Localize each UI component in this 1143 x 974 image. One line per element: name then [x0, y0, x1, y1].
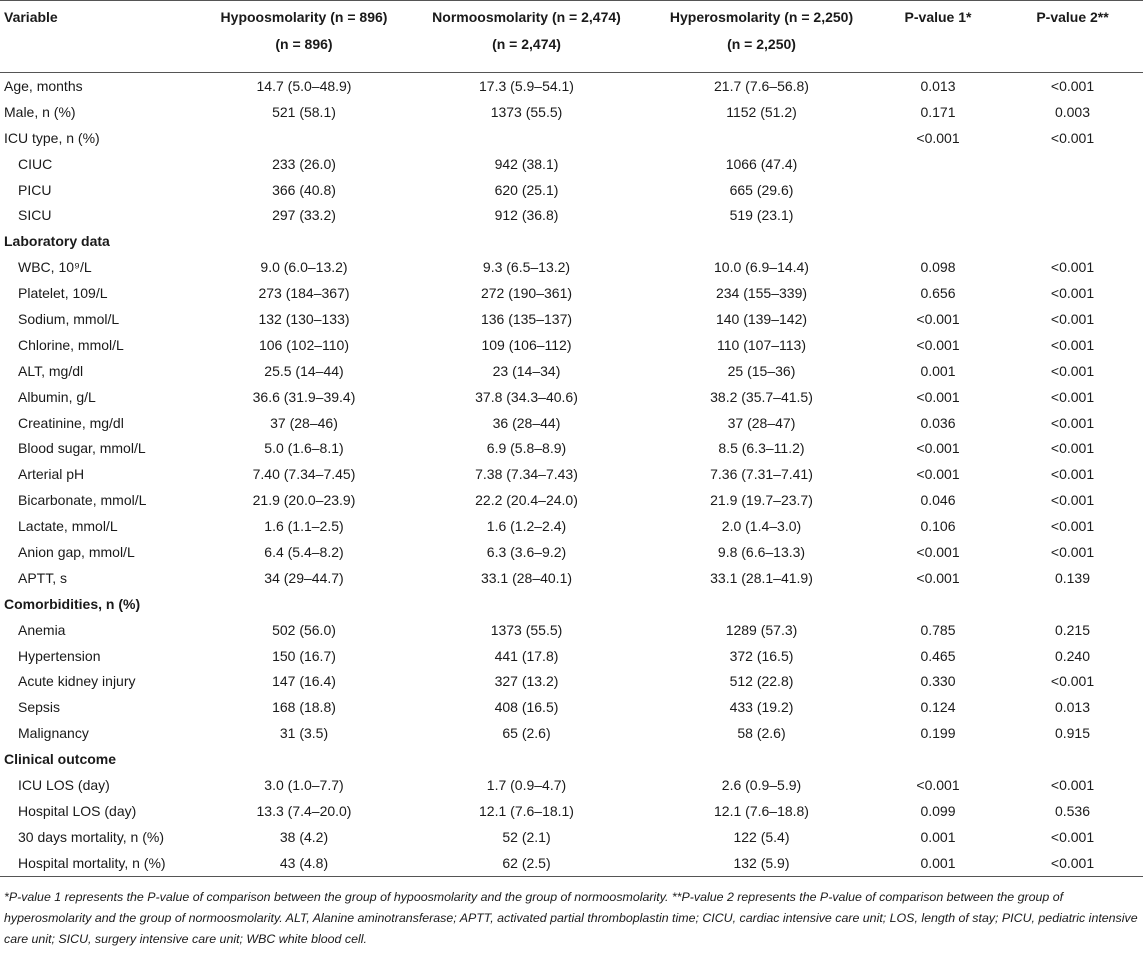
cell-hyper: 140 (139–142) — [715, 310, 808, 327]
cell-p1: 0.330 — [920, 673, 956, 690]
cell-hyper: 37 (28–47) — [727, 414, 796, 431]
cell-normo: 620 (25.1) — [494, 181, 559, 198]
cell-p2: <0.001 — [1050, 129, 1095, 146]
cell-normo: 1373 (55.5) — [490, 103, 563, 120]
header-variable: Variable — [0, 1, 204, 37]
cell-p1: <0.001 — [916, 543, 960, 560]
cell-p2: 0.536 — [1054, 802, 1091, 819]
cell-hyper: 1152 (51.2) — [726, 103, 797, 120]
cell-p1: <0.001 — [916, 336, 960, 353]
cell-hyper: 12.1 (7.6–18.8) — [714, 802, 809, 819]
cell-p1 — [874, 746, 1002, 772]
cell-normo: 1.6 (1.2–2.4) — [486, 518, 567, 535]
cell-hyper: 1289 (57.3) — [725, 621, 798, 638]
table-row — [0, 643, 1143, 669]
cell-p2: <0.001 — [1050, 673, 1095, 690]
row-label: CIUC — [18, 155, 53, 172]
cell-hyper: 25 (15–36) — [727, 362, 796, 379]
cell-p2 — [1002, 228, 1143, 254]
cell-normo — [404, 746, 649, 772]
cell-hypo: 132 (130–133) — [258, 310, 350, 327]
header-normoosmolarity: Normoosmolarity (n = 2,474) — [404, 1, 649, 37]
row-label: Chlorine, mmol/L — [18, 336, 124, 353]
row-label: Age, months — [4, 77, 83, 94]
cell-p1: 0.099 — [920, 802, 956, 819]
row-label: Malignancy — [18, 725, 89, 742]
cell-p1: 0.465 — [920, 647, 956, 664]
cell-normo: 408 (16.5) — [494, 699, 559, 716]
cell-hypo: 168 (18.8) — [272, 699, 336, 716]
table-body — [0, 73, 1143, 877]
cell-hypo: 106 (102–110) — [258, 336, 350, 353]
row-label: Acute kidney injury — [18, 673, 136, 690]
cell-normo: 52 (2.1) — [502, 828, 551, 845]
table-row — [0, 435, 1143, 461]
cell-p2: 0.915 — [1054, 725, 1091, 742]
cell-p2: <0.001 — [1002, 850, 1143, 876]
table-row — [0, 539, 1143, 565]
cell-p1: 0.199 — [920, 725, 956, 742]
cell-p1: <0.001 — [916, 776, 960, 793]
header-normo-count: (n = 2,474) — [404, 36, 649, 73]
cell-hypo: 34 (29–44.7) — [264, 569, 344, 586]
cell-hypo: 31 (3.5) — [279, 725, 329, 742]
table-row — [0, 824, 1143, 850]
table-row — [0, 850, 1143, 876]
cell-p2: <0.001 — [1050, 77, 1095, 94]
row-label: Lactate, mmol/L — [18, 518, 118, 535]
table-row — [0, 177, 1143, 203]
row-label: ALT, mg/dl — [18, 362, 84, 379]
cell-p1: 0.106 — [920, 518, 956, 535]
cell-p1: 0.171 — [920, 103, 956, 120]
cell-p1: 0.001 — [920, 362, 956, 379]
cell-normo: 22.2 (20.4–24.0) — [475, 492, 578, 509]
cell-hypo: 36.6 (31.9–39.4) — [252, 388, 356, 405]
cell-normo: 441 (17.8) — [494, 647, 559, 664]
table-row — [0, 384, 1143, 410]
cell-p2: <0.001 — [1050, 285, 1095, 302]
row-label: Sepsis — [18, 699, 61, 716]
header-hypo-count: (n = 896) — [204, 36, 404, 73]
cell-p2: 0.215 — [1054, 621, 1091, 638]
cell-hypo: 502 (56.0) — [272, 621, 336, 638]
table-row — [0, 332, 1143, 358]
cell-hyper — [649, 591, 874, 617]
cell-p1 — [874, 591, 1002, 617]
cell-p1: 0.656 — [920, 285, 956, 302]
cell-p2: 0.139 — [1054, 569, 1091, 586]
cell-hypo: 38 (4.2) — [279, 828, 329, 845]
cell-hyper: 33.1 (28.1–41.9) — [710, 569, 813, 586]
cell-normo: 272 (190–361) — [480, 285, 573, 302]
table-row — [0, 694, 1143, 720]
cell-hyper: 10.0 (6.9–14.4) — [714, 259, 809, 276]
cell-p2 — [1002, 151, 1143, 177]
cell-p1: 0.001 — [874, 850, 1002, 876]
cell-p2: <0.001 — [1050, 492, 1095, 509]
row-label: Albumin, g/L — [18, 388, 96, 405]
cell-hypo: 13.3 (7.4–20.0) — [256, 802, 352, 819]
table-row — [0, 280, 1143, 306]
header-hyper-count: (n = 2,250) — [649, 36, 874, 73]
cell-normo: 37.8 (34.3–40.6) — [475, 388, 578, 405]
cell-hyper: 2.0 (1.4–3.0) — [721, 518, 802, 535]
cell-hypo: 233 (26.0) — [272, 155, 336, 172]
row-label: Anemia — [18, 621, 66, 638]
cell-hyper — [649, 746, 874, 772]
cell-normo: 17.3 (5.9–54.1) — [479, 77, 574, 94]
table-row — [0, 617, 1143, 643]
cell-p2: <0.001 — [1050, 259, 1095, 276]
cell-hypo: 25.5 (14–44) — [264, 362, 344, 379]
cell-hyper: 110 (107–113) — [717, 336, 806, 353]
row-label: ICU type, n (%) — [4, 129, 100, 146]
cell-p1: <0.001 — [916, 466, 960, 483]
cell-normo: 327 (13.2) — [494, 673, 559, 690]
row-label: Anion gap, mmol/L — [18, 543, 135, 560]
cell-p1 — [874, 202, 1002, 228]
cell-p2: 0.240 — [1054, 647, 1091, 664]
cell-hypo: 3.0 (1.0–7.7) — [264, 776, 344, 793]
cell-hyper: 519 (23.1) — [729, 207, 794, 224]
row-label: Laboratory data — [4, 233, 110, 250]
cell-hyper: 372 (16.5) — [729, 647, 794, 664]
cell-normo: 912 (36.8) — [494, 207, 559, 224]
cell-hypo: 9.0 (6.0–13.2) — [260, 259, 348, 276]
cell-p2: <0.001 — [1050, 336, 1095, 353]
row-label: Hospital mortality, n (%) — [0, 850, 204, 876]
cell-hypo — [204, 746, 404, 772]
table-row — [0, 254, 1143, 280]
cell-p2: <0.001 — [1050, 362, 1095, 379]
header-row-counts — [0, 36, 1143, 73]
cell-hyper: 21.7 (7.6–56.8) — [714, 77, 809, 94]
cell-hypo: 6.4 (5.4–8.2) — [264, 543, 344, 560]
table-row — [0, 772, 1143, 798]
header-hyperosmolarity: Hyperosmolarity (n = 2,250) — [649, 1, 874, 37]
table-row — [0, 151, 1143, 177]
cell-normo: 65 (2.6) — [502, 725, 551, 742]
header-row — [0, 1, 1143, 37]
cell-normo: 6.9 (5.8–8.9) — [486, 440, 567, 457]
cell-normo: 109 (106–112) — [481, 336, 572, 353]
cell-p1: 0.785 — [920, 621, 956, 638]
cell-hyper: 665 (29.6) — [729, 181, 794, 198]
row-label: Blood sugar, mmol/L — [18, 440, 146, 457]
row-label: Clinical outcome — [4, 751, 117, 768]
table-row — [0, 668, 1143, 694]
row-label: Sodium, mmol/L — [18, 310, 120, 327]
table-row — [0, 202, 1143, 228]
cell-normo: 1.7 (0.9–4.7) — [486, 776, 567, 793]
table-row — [0, 487, 1143, 513]
cell-normo: 23 (14–34) — [492, 362, 561, 379]
cell-hypo: 43 (4.8) — [204, 850, 404, 876]
row-label: WBC, 10⁹/L — [18, 259, 92, 276]
cell-hypo: 297 (33.2) — [272, 207, 336, 224]
cell-p2: <0.001 — [1050, 388, 1095, 405]
cell-normo: 136 (135–137) — [480, 310, 573, 327]
cell-hyper — [649, 125, 874, 151]
cell-hypo — [204, 228, 404, 254]
cell-hypo — [204, 125, 404, 151]
cell-hyper: 234 (155–339) — [715, 285, 808, 302]
row-label: Comorbidities, n (%) — [4, 595, 141, 612]
cell-p2: <0.001 — [1050, 414, 1095, 431]
cell-hypo: 147 (16.4) — [272, 673, 336, 690]
cell-normo: 942 (38.1) — [494, 155, 559, 172]
cell-hyper: 8.5 (6.3–11.2) — [718, 440, 805, 457]
cell-hyper: 122 (5.4) — [733, 828, 790, 845]
cell-hyper: 2.6 (0.9–5.9) — [721, 776, 802, 793]
cell-p1: 0.036 — [920, 414, 956, 431]
cell-p1: <0.001 — [916, 569, 960, 586]
row-label: SICU — [18, 207, 52, 224]
table-row — [0, 125, 1143, 151]
table-row — [0, 591, 1143, 617]
cell-hypo: 5.0 (1.6–8.1) — [264, 440, 344, 457]
cell-p1 — [874, 151, 1002, 177]
cell-hyper: 9.8 (6.6–13.3) — [717, 543, 806, 560]
cell-p2 — [1002, 177, 1143, 203]
header-p-value-2: P-value 2** — [1002, 1, 1143, 37]
cell-hyper: 512 (22.8) — [729, 673, 794, 690]
cell-hyper: 132 (5.9) — [649, 850, 874, 876]
table-row — [0, 565, 1143, 591]
cell-p1: <0.001 — [916, 388, 960, 405]
table-row — [0, 461, 1143, 487]
cell-p2: <0.001 — [1050, 310, 1095, 327]
table-row — [0, 99, 1143, 125]
cell-hyper: 38.2 (35.7–41.5) — [710, 388, 813, 405]
row-label: Male, n (%) — [4, 103, 76, 120]
cell-hypo: 21.9 (20.0–23.9) — [252, 492, 356, 509]
cell-hypo — [204, 591, 404, 617]
cell-hyper: 7.36 (7.31–7.41) — [710, 466, 813, 483]
cell-normo: 6.3 (3.6–9.2) — [486, 543, 567, 560]
table-row — [0, 228, 1143, 254]
cell-normo: 7.38 (7.34–7.43) — [475, 466, 578, 483]
cell-p2: <0.001 — [1050, 466, 1095, 483]
cell-p1: 0.001 — [920, 828, 956, 845]
cell-p1: <0.001 — [916, 310, 960, 327]
cell-normo: 9.3 (6.5–13.2) — [482, 259, 571, 276]
cell-p2 — [1002, 591, 1143, 617]
table-row — [0, 798, 1143, 824]
cell-hypo: 37 (28–46) — [270, 414, 338, 431]
cell-p1: 0.124 — [920, 699, 956, 716]
cell-p2: <0.001 — [1050, 828, 1095, 845]
cell-p2 — [1002, 202, 1143, 228]
cell-p1 — [874, 177, 1002, 203]
table-row — [0, 720, 1143, 746]
cell-p2: 0.003 — [1054, 103, 1091, 120]
row-label: APTT, s — [18, 569, 68, 586]
cell-hypo: 366 (40.8) — [272, 181, 336, 198]
cell-normo: 36 (28–44) — [492, 414, 561, 431]
row-label: Creatinine, mg/dl — [18, 414, 124, 431]
cell-p1: <0.001 — [916, 129, 960, 146]
cell-hyper: 21.9 (19.7–23.7) — [710, 492, 813, 509]
header-p-value-1: P-value 1* — [874, 1, 1002, 37]
row-label: Arterial pH — [18, 466, 85, 483]
cell-p1: 0.013 — [920, 77, 956, 94]
cell-hypo: 14.7 (5.0–48.9) — [256, 77, 352, 94]
row-label: 30 days mortality, n (%) — [18, 828, 165, 845]
cell-p1: 0.046 — [920, 492, 956, 509]
cell-hyper: 433 (19.2) — [729, 699, 794, 716]
cell-normo — [404, 125, 649, 151]
cell-normo: 33.1 (28–40.1) — [480, 569, 573, 586]
row-label: ICU LOS (day) — [18, 776, 110, 793]
table-row — [0, 358, 1143, 384]
cell-normo — [404, 228, 649, 254]
row-label: Hypertension — [18, 647, 101, 664]
cell-normo: 62 (2.5) — [404, 850, 649, 876]
table-row — [0, 746, 1143, 772]
table-row — [0, 410, 1143, 436]
row-label: Bicarbonate, mmol/L — [18, 492, 147, 509]
cell-hypo: 521 (58.1) — [272, 103, 336, 120]
cell-p1: <0.001 — [916, 440, 960, 457]
table-row — [0, 73, 1143, 99]
cell-hyper: 58 (2.6) — [737, 725, 786, 742]
row-label: Hospital LOS (day) — [18, 802, 137, 819]
table-footnote: *P-value 1 represents the P-value of comparison between the group of hypoosmolarity and the group of normoosmolarity. **P-value 2 represents the P-value of comparison between the group of hyperosmolarity and the group of normoosmolarity. ALT, Alanine aminotransferase; APTT, activated partial thromboplastin time; CICU, cardiac intensive care unit; LOS, length of stay; PICU, pediatric intensive care unit; SICU, surgery intensive care unit; WBC white blood cell. — [4, 889, 1138, 946]
cell-hyper: 1066 (47.4) — [725, 155, 798, 172]
cell-p2: <0.001 — [1050, 543, 1095, 560]
cell-p2: <0.001 — [1050, 776, 1095, 793]
header-hypoosmolarity: Hypoosmolarity (n = 896) — [204, 1, 404, 37]
cell-normo: 12.1 (7.6–18.1) — [479, 802, 574, 819]
cell-p2: <0.001 — [1050, 518, 1095, 535]
row-label: PICU — [18, 181, 52, 198]
cell-hypo: 150 (16.7) — [272, 647, 336, 664]
cell-hypo: 273 (184–367) — [258, 285, 350, 302]
cell-p2: 0.013 — [1054, 699, 1091, 716]
cell-normo — [404, 591, 649, 617]
cell-hypo: 7.40 (7.34–7.45) — [252, 466, 356, 483]
table-row — [0, 306, 1143, 332]
cell-normo: 1373 (55.5) — [490, 621, 563, 638]
row-label: Platelet, 109/L — [18, 285, 108, 302]
cell-p2: <0.001 — [1050, 440, 1095, 457]
cell-hyper — [649, 228, 874, 254]
cell-p1: 0.098 — [920, 259, 956, 276]
cell-hypo: 1.6 (1.1–2.5) — [264, 518, 344, 535]
cell-p2 — [1002, 746, 1143, 772]
table-row — [0, 513, 1143, 539]
cell-p1 — [874, 228, 1002, 254]
